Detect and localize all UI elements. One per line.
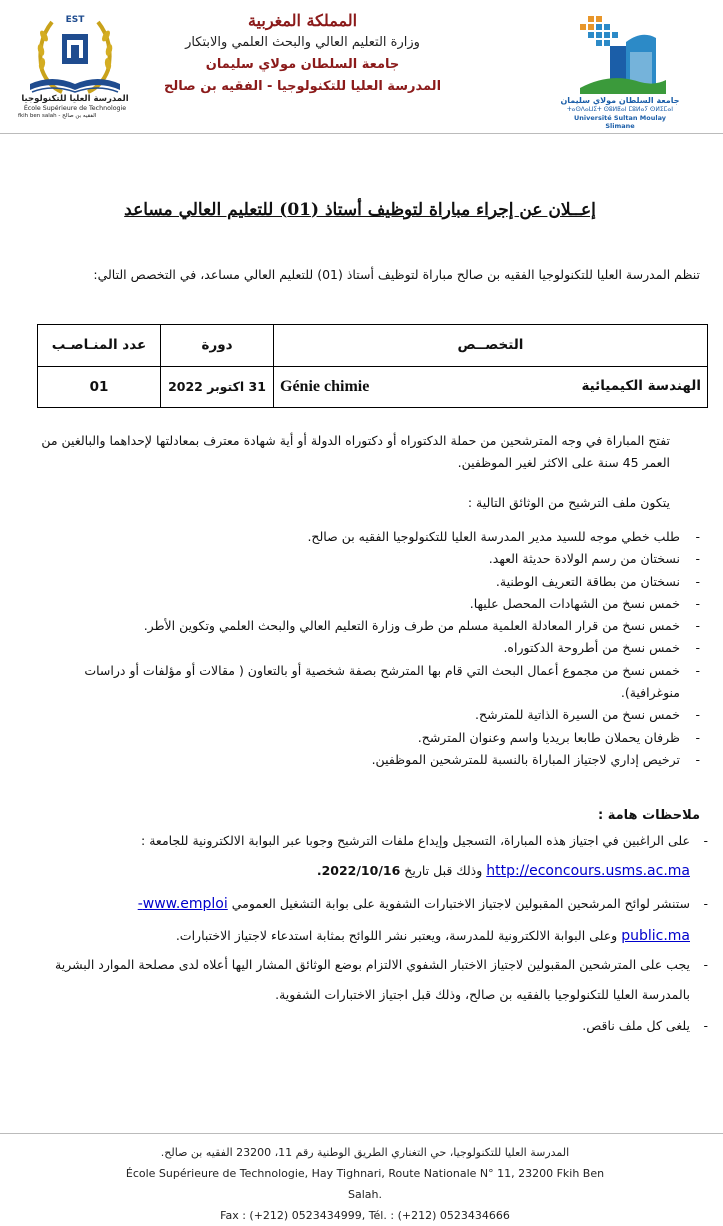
footer-contact: Fax : (+212) 0523434999, Tél. : (+212) 0523434666 [220, 1209, 510, 1222]
est-logo [18, 12, 129, 122]
list-item: - طلب خطي موجه للسيد مدير المدرسة العليا للتكنولوجيا الفقيه بن صالح. [307, 529, 700, 544]
table-row [38, 366, 708, 408]
header-divider [0, 133, 723, 134]
school-name: المدرسة العليا للتكنولوجيا - الفقيه بن صالح [163, 79, 442, 94]
usms-logo [560, 12, 680, 130]
session-date: 31 اكتوبر 2022 [161, 366, 274, 408]
kingdom-title: المملكة المغربية [247, 11, 358, 30]
notes-title: ملاحظات هامة : [598, 808, 700, 823]
econcours-link[interactable]: http://econcours.usms.ac.ma [486, 863, 690, 879]
eligibility-paragraph: تفتح المباراة في وجه المترشحين من حملة الدكتوراه أو دكتوراه الدولة أو أية شهادة معترف بمعادلتها لإحداهما والبالغين من العمر 45 سنة على الاكثر لغير الموظفين. [41, 433, 670, 470]
usms-name-fr: Université Sultan Moulay Slimane [574, 114, 666, 130]
list-item: - خمس نسخ من الشهادات المحصل عليها. [469, 595, 700, 611]
intro-paragraph: تنظم المدرسة العليا للتكنولوجيا الفقيه بن صالح مباراة لتوظيف أستاذ (01) للتعليم العالي مساعد، في التخصص التالي: [93, 267, 700, 282]
note-1: - على الراغبين في اجتياز هذه المباراة، التسجيل وإيداع ملفات الترشيح وجوبا عبر البوابة الالكترونية للجامعة : http://econcours.usms.ac.ma وذلك قبل تاريخ 2022/10/16. [141, 833, 708, 879]
est-name-ar: المدرسة العليا للتكنولوجيا [21, 94, 129, 104]
documents-list [30, 526, 700, 771]
specialty-fr: Génie chimie [280, 377, 370, 395]
footer-address-fr: École Supérieure de Technologie, Hay Tighnari, Route Nationale N° 11, 23200 Fkih Ben Salah. [125, 1167, 605, 1201]
documents-intro: يتكون ملف الترشيح من الوثائق التالية : [467, 495, 670, 510]
emploi-public-link-end[interactable]: public.ma [621, 928, 690, 944]
positions-count: 01 [38, 366, 161, 408]
footer-divider [0, 1133, 723, 1134]
est-name-fr: École Supérieure de Technologie [23, 105, 127, 112]
announcement-title: إعــلان عن إجراء مباراة لتوظيف أستاذ (01) للتعليم العالي مساعد [124, 200, 596, 220]
header-specialty: التخصــص [274, 325, 708, 367]
note-3: - يجب على المترشحين المقبولين لاجتياز الاختبار الشفوي الالتزام بوضع الوثائق المشار اليها أعلاه لدى مصلحة الموارد البشرية بالمدرسة العليا للتكنولوجيا بالفقيه بن صالح، وذلك قبل اجتياز الاختبارات الشفوية. [55, 957, 708, 1002]
deadline-date: 2022/10/16. [316, 863, 401, 878]
specialty-cell [274, 366, 708, 408]
header-text [150, 10, 455, 98]
est-acronym: EST [65, 15, 85, 25]
table-header-row [38, 325, 708, 367]
usms-name-ar: جامعة السلطان مولاي سليمان [560, 96, 680, 105]
ministry-name: وزارة التعليم العالي والبحث العلمي والابتكار [185, 35, 420, 50]
list-item: - خمس نسخ من مجموع أعمال البحث التي قام بها المترشح بصفة شخصية أو بالتعاون ( مقالات أو مؤلفات أو دراسات منوغرافية). [84, 662, 700, 701]
specialty-ar: الهندسة الكيميائية [581, 377, 701, 394]
header-session: دورة [161, 325, 274, 367]
list-item: - نسختان من رسم الولادة حديثة العهد. [488, 551, 700, 567]
est-city: fkih ben salah - الفقيه بن صالح [18, 113, 97, 119]
list-item: - خمس نسخ من قرار المعادلة العلمية مسلم من طرف وزارة التعليم العالي والبحث العلمي وتكوين الأطر. [143, 618, 700, 634]
positions-table [37, 324, 708, 408]
university-name: جامعة السلطان مولاي سليمان [205, 57, 400, 72]
usms-name-tz: ⵜⴰⵙⴷⴰⵡⵉⵜ ⵙⵓⵍⵟⴰⵏ ⵎⵓⵍⴰⵢ ⵙⵍⵉⵎⴰⵏ [566, 106, 674, 113]
list-item: - ظرفان يحملان طابعا بريديا واسم وعنوان المترشح. [417, 729, 700, 745]
list-item: - خمس نسخ من السيرة الذاتية للمترشح. [475, 707, 700, 723]
emploi-public-link[interactable]: www.emploi- [137, 896, 228, 912]
footer-address-ar: المدرسة العليا للتكنولوجيا، حي التغناري الطريق الوطنية رقم 11، 23200 الفقيه بن صالح. [160, 1146, 570, 1159]
note-2: - ستنشر لوائح المرشحين المقبولين لاجتياز الاختبارات الشفوية على بوابة التشغيل العمومي www.emploi- public.ma وعلى البوابة الالكترونية للمدرسة، ويعتبر نشر اللوائح بمثابة استدعاء لاجتياز الاختبارات. [137, 896, 708, 944]
list-item: - خمس نسخ من أطروحة الدكتوراه. [503, 640, 700, 656]
footer [110, 1142, 620, 1226]
header-positions: عدد المنـاصـب [38, 325, 161, 367]
list-item: - نسختان من بطاقة التعريف الوطنية. [495, 573, 700, 589]
note-4: - يلغى كل ملف ناقص. [582, 1018, 708, 1033]
list-item: - ترخيص إداري لاجتياز المباراة بالنسبة للمترشحين الموظفين. [371, 751, 700, 767]
